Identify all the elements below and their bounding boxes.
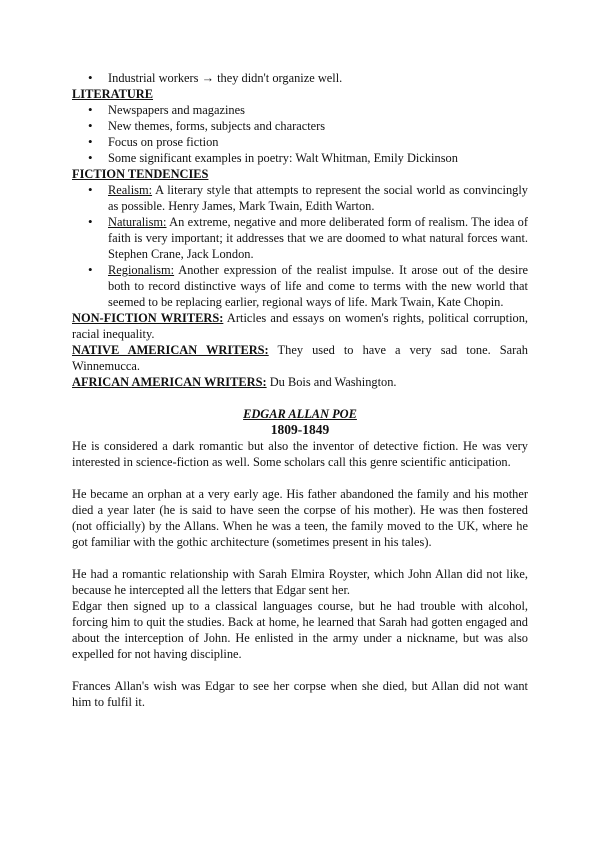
naturalism-term: Naturalism: [108,215,167,229]
poe-paragraph-4: Edgar then signed up to a classical languages course, but he had trouble with alcohol, forcing him to quit the studies. Back at home, he learned that Sarah had gotten engaged and about the interception of John. He enlisted in the army under a nickname, but was also expelled for not having discipline. [72,599,528,661]
literature-heading: LITERATURE [72,87,154,101]
fiction-tendencies-list [72,182,528,310]
non-fiction-writers-label: NON-FICTION WRITERS: [72,311,224,325]
poe-paragraph-2: He became an orphan at a very early age. His father abandoned the family and his mother died a year later (he is said to have seen the corpse of his mother). He was then fostered (not officially) by the Allans. When he was a teen, the family moved to the UK, where he got familiar with the gothic architecture (sometimes present in his tales). [72,487,528,549]
list-item: • Newspapers and magazines [72,102,528,118]
native-american-writers-label: NATIVE AMERICAN WRITERS: [72,343,269,357]
non-fiction-writers-text: Articles and essays on women's rights, political corruption, racial inequality. [72,311,528,341]
paragraph-spacer [72,662,528,678]
list-item: • Focus on prose fiction [72,134,528,150]
realism-text: A literary style that attempts to represent the social world as convincingly as possible. Henry James, Mark Twain, Edith Warton. [108,183,528,213]
non-fiction-writers-paragraph [72,310,528,342]
list-item: • Industrial workers → they didn't organize well. [72,70,528,86]
native-american-writers-paragraph [72,342,528,374]
regionalism-term: Regionalism: [108,263,175,277]
poe-paragraph-5: Frances Allan's wish was Edgar to see her corpse when she died, but Allan did not want him to fulfil it. [72,679,528,709]
list-item: • New themes, forms, subjects and characters [72,118,528,134]
african-american-writers-paragraph [72,374,528,390]
list-item: • Some significant examples in poetry: Walt Whitman, Emily Dickinson [72,150,528,166]
poe-paragraph-3: He had a romantic relationship with Sarah Elmira Royster, which John Allan did not like, because he intercepted all the letters that Edgar sent her. [72,567,528,597]
list-item [72,262,528,310]
document-page [72,70,528,710]
top-bullet-list [72,70,528,86]
native-american-writers-text: They used to have a very sad tone. Sarah Winnemucca. [72,343,529,373]
paragraph-spacer [72,470,528,486]
african-american-writers-text: Du Bois and Washington. [266,375,397,389]
fiction-tendencies-heading: FICTION TENDENCIES [72,167,209,181]
realism-term: Realism: [108,183,153,197]
literature-list [72,102,528,166]
naturalism-text: An extreme, negative and more deliberated form of realism. The idea of faith is very important; it addresses that we are doomed to what natural forces want. Stephen Crane, Jack London. [108,215,528,261]
poe-years: 1809-1849 [270,422,330,437]
paragraph-spacer [72,550,528,566]
african-american-writers-label: AFRICAN AMERICAN WRITERS: [72,375,267,389]
list-item [72,182,528,214]
list-item [72,214,528,262]
regionalism-text: Another expression of the realist impulse. It arose out of the desire both to record distinctive ways of life and come to terms with the new world that seemed to be replacing earlier, regional ways of life. Mark Twain, Kate Chopin. [108,263,528,309]
poe-title: EDGAR ALLAN POE [243,407,357,421]
poe-paragraph-1: He is considered a dark romantic but also the inventor of detective fiction. He was very interested in science-fiction as well. Some scholars call this genre scientific anticipation. [72,439,528,469]
